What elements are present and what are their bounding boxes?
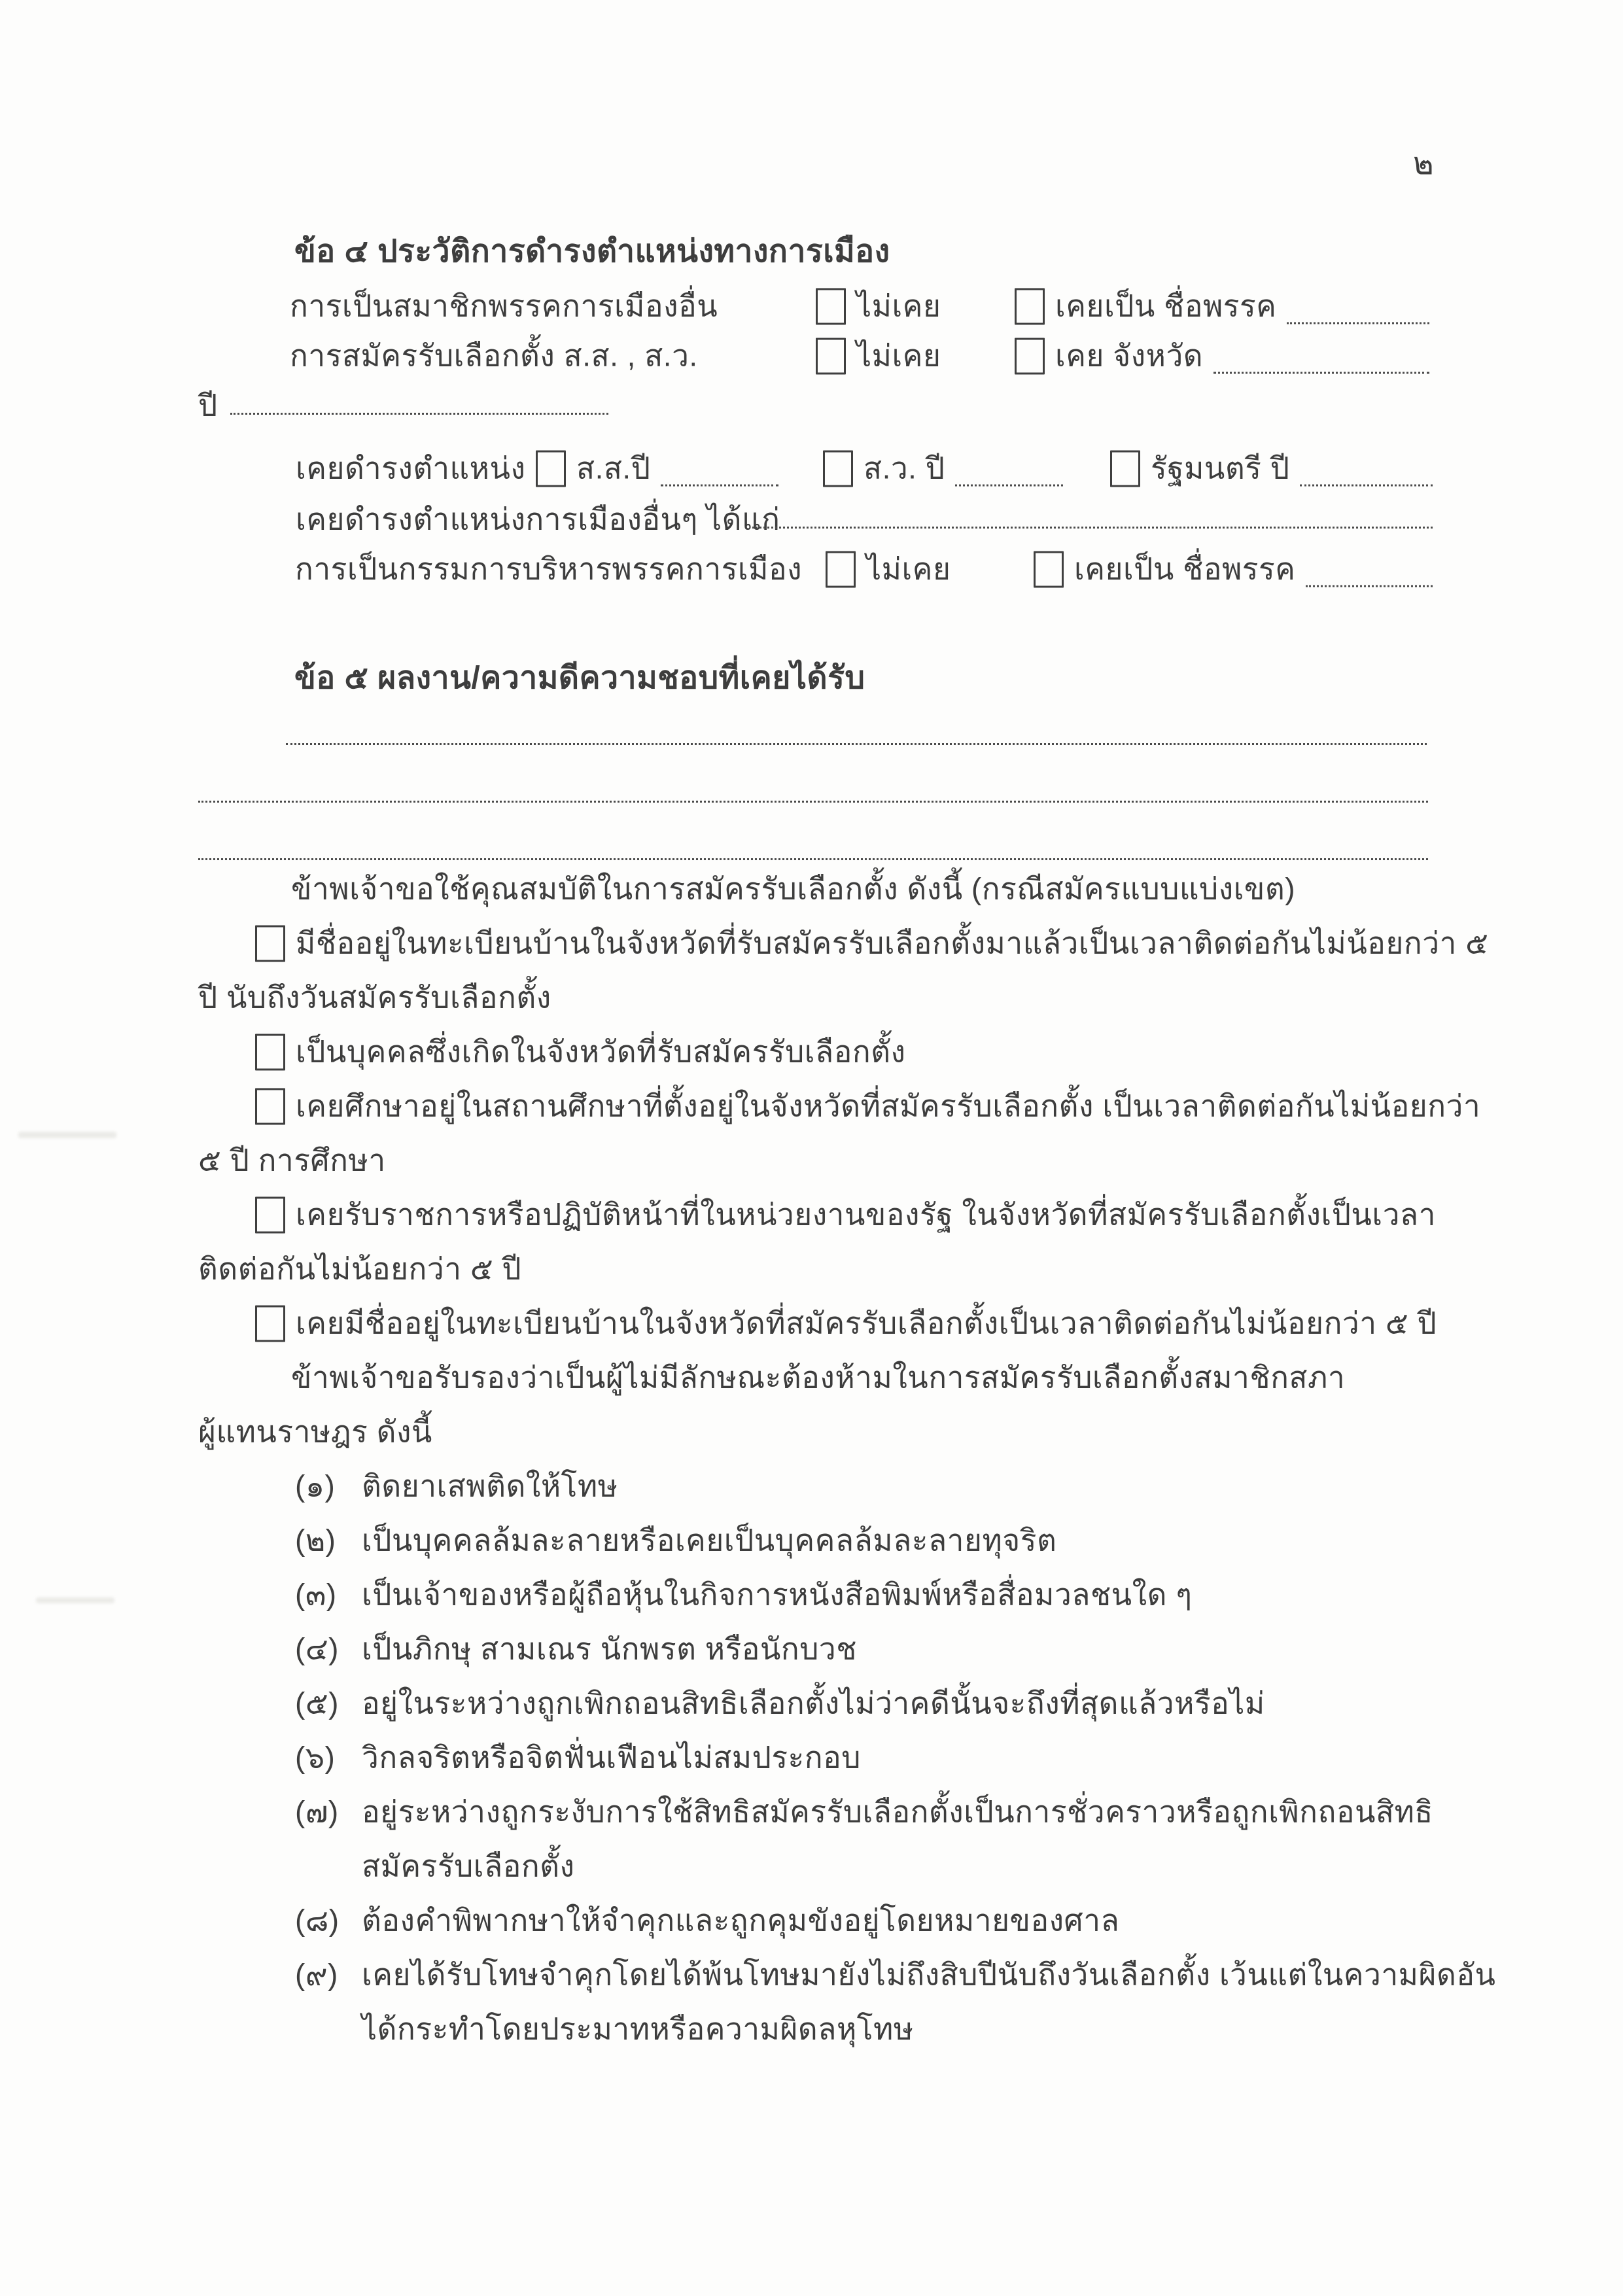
option-label: เคย จังหวัด: [1055, 338, 1204, 373]
party-name-input-line[interactable]: [1287, 303, 1429, 324]
option-mp: [536, 445, 778, 493]
checkbox-senator[interactable]: [823, 450, 853, 487]
field-label: การเป็นสมาชิกพรรคการเมืองอื่น: [290, 288, 718, 323]
qualification-text: เคยศึกษาอยู่ในสถานศึกษาที่ตั้งอยู่ในจังหวัดที่สมัครรับเลือกตั้ง เป็นเวลาติดต่อกันไม่น้อยกว่า: [296, 1088, 1481, 1123]
checkbox-born-in-province[interactable]: [255, 1034, 285, 1070]
qualification-text: มีชื่ออยู่ในทะเบียนบ้านในจังหวัดที่รับสมัครรับเลือกตั้งมาแล้วเป็นเวลาติดต่อกันไม่น้อยกว่า ๕: [296, 926, 1489, 960]
qualification-item-3: [0, 1079, 1623, 1134]
qualification-item-3-continuation: [0, 1133, 1623, 1188]
item-text: เป็นเจ้าของหรือผู้ถือหุ้นในกิจการหนังสือพิมพ์หรือสื่อมวลชนใด ๆ: [362, 1577, 1193, 1612]
prohibition-item-8: [0, 1893, 1623, 1948]
page-header: [0, 136, 1623, 191]
checkbox-formerly-registered-in-province[interactable]: [255, 1305, 285, 1342]
option-label: ส.ส.ปี: [576, 451, 651, 485]
qualification-item-4-continuation: [0, 1242, 1623, 1296]
qualifications-intro: ข้าพเจ้าขอใช้คุณสมบัติในการสมัครรับเลือกตั้ง ดังนี้ (กรณีสมัครแบบแบ่งเขต): [291, 871, 1296, 906]
checkbox-never-candidate[interactable]: [816, 338, 846, 374]
row-mp-senate-candidacy: [0, 328, 1623, 383]
checkbox-minister[interactable]: [1110, 450, 1140, 487]
senator-year-input-line[interactable]: [955, 465, 1063, 487]
row-year-continuation: [0, 378, 1623, 433]
field-label: เคยดำรงตำแหน่งการเมืองอื่นๆ ได้แก่: [296, 502, 780, 536]
declaration-text: ผู้แทนราษฎร ดังนี้: [198, 1414, 432, 1449]
section4-title: ข้อ ๔ ประวัติการดำรงตำแหน่งทางการเมือง: [294, 234, 890, 269]
qualifications-intro-line: [0, 861, 1623, 916]
option-label: ส.ว. ปี: [864, 451, 945, 485]
declaration-intro-line-1: [0, 1350, 1623, 1405]
item-number: (๓): [295, 1577, 337, 1612]
qualification-option: [255, 1191, 1436, 1239]
checkbox-never-member[interactable]: [816, 288, 846, 324]
item-number: (๗): [295, 1794, 339, 1829]
item-text: อยู่ระหว่างถูกระงับการใช้สิทธิสมัครรับเลือกตั้งเป็นการชั่วคราวหรือถูกเพิกถอนสิทธิ: [362, 1794, 1433, 1829]
option-label: ไม่เคย: [856, 338, 941, 373]
qualification-item-1: [0, 916, 1623, 971]
field-label: เคยดำรงตำแหน่ง: [296, 451, 526, 485]
row-other-party-membership: [0, 279, 1623, 334]
item-text: สมัครรับเลือกตั้ง: [362, 1849, 575, 1883]
page-number: ๒: [1413, 147, 1435, 181]
option-never: [826, 546, 951, 593]
item-text: ต้องคำพิพากษาให้จำคุกและถูกคุมขังอยู่โดยหมายของศาล: [362, 1903, 1120, 1938]
checkbox-ever-candidate[interactable]: [1015, 338, 1045, 374]
item-text: วิกลจริตหรือจิตฟั่นเฟือนไม่สมประกอบ: [362, 1740, 861, 1775]
row-positions-held: [0, 441, 1623, 496]
prohibition-item-5: [0, 1676, 1623, 1731]
item-number: (๒): [295, 1523, 336, 1557]
item-number: (๑): [295, 1469, 336, 1503]
minister-year-input-line[interactable]: [1300, 465, 1433, 487]
option-label: เคยเป็น ชื่อพรรค: [1055, 288, 1277, 323]
qualification-option: [255, 920, 1488, 967]
option-ever: [1015, 283, 1429, 330]
checkbox-registered-in-province[interactable]: [255, 925, 285, 962]
row-party-executive-membership: [0, 542, 1623, 597]
item-number: (๔): [295, 1631, 339, 1666]
item-number: (๙): [295, 1957, 338, 1992]
option-ever: [1015, 332, 1429, 380]
prohibition-item-1: [0, 1459, 1623, 1514]
option-label: เคยเป็น ชื่อพรรค: [1074, 551, 1296, 586]
executive-party-name-input-line[interactable]: [1306, 566, 1433, 587]
qualification-item-1-continuation: [0, 970, 1623, 1025]
other-positions-input-line[interactable]: [752, 527, 1433, 529]
mp-year-input-line[interactable]: [661, 465, 778, 487]
checkbox-studied-in-province[interactable]: [255, 1088, 285, 1124]
option-never: [816, 332, 941, 380]
prohibition-item-2: [0, 1513, 1623, 1568]
qualification-text: เคยรับราชการหรือปฏิบัติหน้าที่ในหน่วยงานของรัฐ ในจังหวัดที่สมัครรับเลือกตั้งเป็นเวลา: [296, 1197, 1436, 1232]
option-label: ไม่เคย: [856, 288, 941, 323]
section5-title: ข้อ ๕ ผลงาน/ความดีความชอบที่เคยได้รับ: [294, 661, 865, 695]
qualification-item-2: [0, 1024, 1623, 1079]
item-number: (๘): [295, 1903, 340, 1938]
checkbox-served-in-province[interactable]: [255, 1196, 285, 1233]
qualification-item-4: [0, 1187, 1623, 1242]
option-senator: [823, 445, 1063, 493]
field-label: การสมัครรับเลือกตั้ง ส.ส. , ส.ว.: [290, 338, 698, 373]
achievements-answer-line-3[interactable]: [198, 858, 1428, 860]
item-number: (๖): [295, 1740, 336, 1775]
prohibition-item-6: [0, 1730, 1623, 1785]
option-never: [816, 283, 941, 330]
row-other-political-positions: [0, 492, 1623, 547]
item-text: ได้กระทำโดยประมาทหรือความผิดลหุโทษ: [362, 2011, 914, 2046]
prohibition-item-9: [0, 1947, 1623, 2002]
item-text: ติดยาเสพติดให้โทษ: [362, 1469, 618, 1503]
option-ever: [1034, 546, 1433, 593]
item-text: เป็นบุคคลล้มละลายหรือเคยเป็นบุคคลล้มละลายทุจริต: [362, 1523, 1057, 1557]
year-input-line[interactable]: [230, 413, 608, 415]
item-text: เคยได้รับโทษจำคุกโดยได้พ้นโทษมายังไม่ถึงสิบปีนับถึงวันเลือกตั้ง เว้นแต่ในความผิดอัน: [362, 1957, 1496, 1992]
prohibition-item-7: [0, 1784, 1623, 1839]
prohibition-item-3: [0, 1567, 1623, 1622]
prohibition-item-7-continuation: [0, 1839, 1623, 1894]
item-text: เป็นภิกษุ สามเณร นักพรต หรือนักบวช: [362, 1631, 857, 1666]
qualification-text: ๕ ปี การศึกษา: [198, 1143, 386, 1177]
checkbox-ever-member[interactable]: [1015, 288, 1045, 324]
field-label: ปี: [198, 388, 218, 423]
achievements-answer-line-2[interactable]: [198, 801, 1428, 803]
checkbox-ever-executive[interactable]: [1034, 551, 1064, 587]
qualification-text: ติดต่อกันไม่น้อยกว่า ๕ ปี: [198, 1251, 522, 1286]
qualification-option: [255, 1300, 1437, 1348]
declaration-intro-line-2: [0, 1404, 1623, 1459]
qualification-item-5: [0, 1296, 1623, 1351]
qualification-text: เคยมีชื่ออยู่ในทะเบียนบ้านในจังหวัดที่สมัครรับเลือกตั้งเป็นเวลาติดต่อกันไม่น้อยกว่า ๕ ปี: [296, 1306, 1437, 1340]
checkbox-mp[interactable]: [536, 450, 566, 487]
qualification-option: [255, 1028, 906, 1076]
qualification-text: ปี นับถึงวันสมัครรับเลือกตั้ง: [198, 980, 551, 1015]
section4-header: [0, 224, 1623, 279]
field-label: การเป็นกรรมการบริหารพรรคการเมือง: [295, 551, 803, 586]
option-label: ไม่เคย: [866, 551, 951, 586]
item-text: อยู่ในระหว่างถูกเพิกถอนสิทธิเลือกตั้งไม่ว่าคดีนั้นจะถึงที่สุดแล้วหรือไม่: [362, 1686, 1265, 1720]
prohibition-item-4: [0, 1622, 1623, 1677]
option-minister: [1110, 445, 1433, 493]
qualification-option: [255, 1083, 1480, 1130]
declaration-text: ข้าพเจ้าขอรับรองว่าเป็นผู้ไม่มีลักษณะต้องห้ามในการสมัครรับเลือกตั้งสมาชิกสภา: [291, 1360, 1346, 1395]
qualification-text: เป็นบุคคลซึ่งเกิดในจังหวัดที่รับสมัครรับเลือกตั้ง: [296, 1034, 906, 1069]
section5-header: [0, 650, 1623, 705]
option-label: รัฐมนตรี ปี: [1151, 451, 1290, 485]
item-number: (๕): [295, 1686, 339, 1720]
checkbox-never-executive[interactable]: [826, 551, 856, 587]
achievements-answer-line-1[interactable]: [286, 743, 1427, 745]
prohibition-item-9-continuation: [0, 2002, 1623, 2057]
province-input-line[interactable]: [1213, 353, 1429, 374]
